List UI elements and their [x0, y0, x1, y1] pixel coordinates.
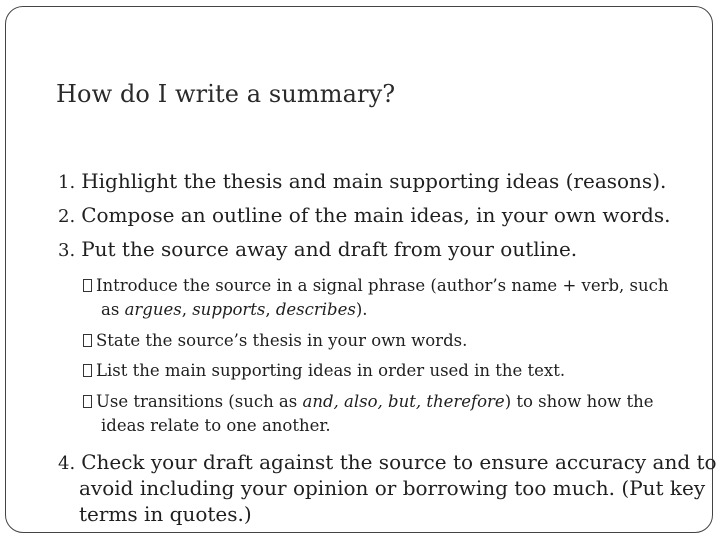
- sub-bullet-4: [83, 392, 654, 411]
- list-item-3: [58, 237, 577, 261]
- text-fragment: ,: [265, 300, 276, 319]
- bullet-box-icon: [83, 279, 92, 292]
- item-number: 3.: [58, 240, 76, 261]
- item-text: Highlight the thesis and main supporting ideas (reasons).: [81, 169, 667, 193]
- list-item-4-cont-2: terms in quotes.): [79, 502, 252, 526]
- slide-title: How do I write a summary?: [56, 80, 396, 108]
- sub-bullet-4-cont: [101, 416, 331, 435]
- item-text: Compose an outline of the main ideas, in your own words.: [81, 203, 671, 227]
- list-item-4: [58, 450, 717, 474]
- sub-bullet-2: [83, 331, 467, 350]
- text-fragment: ) to show how the: [504, 392, 654, 411]
- sub-bullet-text: State the source’s thesis in your own words.: [96, 331, 468, 350]
- list-item-1: [58, 169, 666, 193]
- item-text: Put the source away and draft from your outline.: [81, 237, 578, 261]
- text-fragment: Use transitions (such as: [96, 392, 303, 411]
- sub-bullet-1-cont: [101, 300, 368, 319]
- bullet-box-icon: [83, 395, 92, 408]
- text-fragment: as: [101, 300, 125, 319]
- bullet-box-icon: [83, 334, 92, 347]
- item-number: 4.: [58, 453, 76, 474]
- item-number: 1.: [58, 172, 76, 193]
- item-number: 2.: [58, 206, 76, 227]
- text-fragment: ).: [355, 300, 368, 319]
- sub-bullet-text: Introduce the source in a signal phrase (author’s name + verb, such: [96, 276, 669, 295]
- sub-bullet-text: List the main supporting ideas in order used in the text.: [96, 361, 566, 380]
- text-fragment: ,: [181, 300, 193, 319]
- sub-bullet-text: ideas relate to one another.: [101, 416, 331, 435]
- list-item-2: [58, 203, 670, 227]
- italic-term: supports: [192, 300, 266, 319]
- sub-bullet-3: [83, 361, 565, 380]
- item-text: Check your draft against the source to ensure accuracy and to: [81, 450, 717, 474]
- bullet-box-icon: [83, 364, 92, 377]
- italic-term: describes: [275, 300, 356, 319]
- list-item-4-cont-1: avoid including your opinion or borrowing too much. (Put key: [79, 476, 706, 500]
- sub-bullet-1: [83, 276, 669, 295]
- italic-term: and, also, but, therefore: [302, 392, 505, 411]
- italic-term: argues: [124, 300, 182, 319]
